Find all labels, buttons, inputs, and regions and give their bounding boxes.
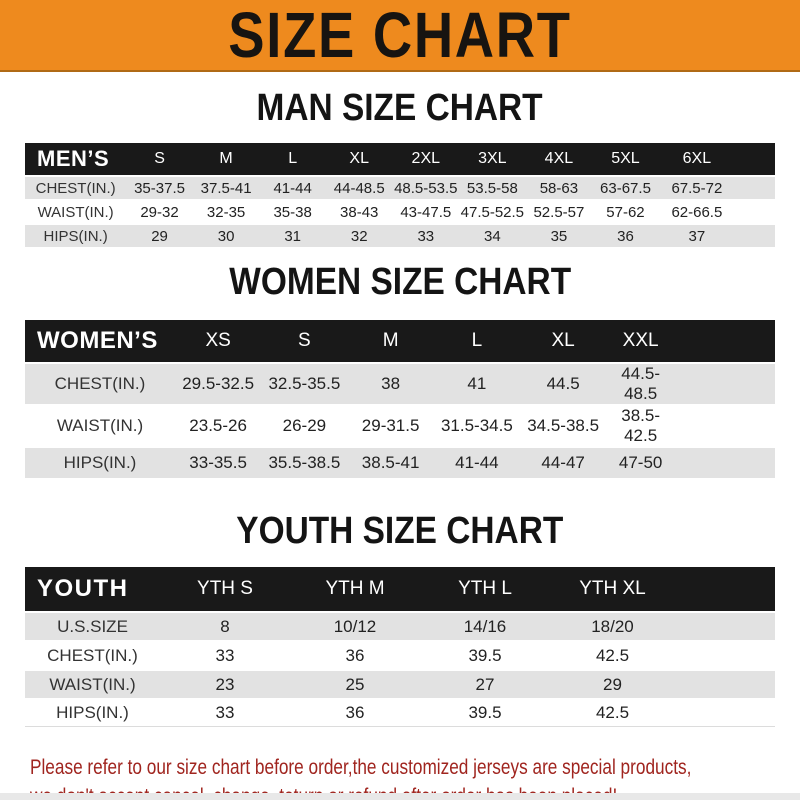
measurement-label: HIPS(IN.)	[25, 448, 175, 478]
size-column-header: XL	[326, 143, 393, 175]
size-column-header: S	[126, 143, 193, 175]
size-value-cell: 29	[126, 225, 193, 247]
size-value-cell: 35-38	[273, 203, 312, 221]
size-value-cell: 44.5-48.5	[606, 364, 775, 404]
size-value-cell: 39.5	[420, 700, 550, 727]
banner	[0, 0, 800, 72]
size-column-header: 3XL	[459, 143, 526, 175]
size-value-cell: 62-66.5	[671, 203, 723, 221]
table-header-row	[25, 320, 775, 362]
measurement-row	[25, 700, 775, 727]
size-value-cell: 36	[290, 700, 420, 727]
size-column-header: L	[434, 320, 520, 362]
table-group-label: MEN’S	[25, 143, 126, 175]
size-column-header: YTH XL	[550, 567, 775, 611]
measurement-label: WAIST(IN.)	[37, 203, 114, 221]
size-value-cell: 63-67.5	[592, 177, 659, 199]
size-value-cell: 47.5-52.5	[460, 203, 525, 221]
size-value-cell: 47-50	[606, 448, 775, 478]
size-value-cell: 38.5-42.5	[621, 406, 660, 445]
size-value-cell: 44.5	[520, 364, 606, 404]
measurement-row	[25, 671, 775, 698]
size-column-header: 5XL	[592, 143, 659, 175]
size-value-cell: 36	[345, 645, 365, 665]
size-value-cell: 44-47	[520, 448, 606, 478]
measurement-label: CHEST(IN.)	[25, 177, 126, 199]
measurement-label: CHEST(IN.)	[47, 645, 138, 665]
footer-strip	[0, 793, 800, 800]
size-value-cell: 41-44	[434, 448, 520, 478]
size-value-cell: 33	[215, 645, 235, 665]
size-value-cell: 35.5-38.5	[261, 448, 347, 478]
size-value-cell: 38	[348, 364, 434, 404]
size-value-cell: 53.5-58	[459, 177, 526, 199]
measurement-row	[25, 406, 775, 446]
measurement-label: WAIST(IN.)	[25, 671, 160, 698]
man-section-heading	[0, 89, 800, 127]
size-value-cell: 52.5-57	[533, 203, 585, 221]
size-value-cell: 48.5-53.5	[393, 177, 460, 199]
size-column-header: XXL	[606, 320, 775, 362]
youth-section-heading	[0, 512, 800, 550]
banner-title: SIZE CHART	[228, 0, 572, 71]
size-value-cell: 33	[160, 700, 290, 727]
table-header-row	[25, 143, 775, 175]
size-value-cell: 25	[290, 671, 420, 698]
size-value-cell: 67.5-72	[659, 177, 775, 199]
size-value-cell: 31	[259, 225, 326, 247]
size-value-cell: 29-31.5	[361, 416, 420, 435]
size-column-header: L	[259, 143, 326, 175]
youth-size-table	[25, 565, 775, 729]
size-column-header: YTH S	[160, 567, 290, 611]
measurement-row	[25, 642, 775, 669]
measurement-row	[25, 225, 775, 247]
youth-heading-text: YOUTH SIZE CHART	[236, 510, 564, 552]
women-size-table	[25, 318, 775, 480]
size-column-header: 2XL	[393, 143, 460, 175]
measurement-row	[25, 201, 775, 223]
size-value-cell: 37	[659, 225, 775, 247]
size-column-header: 4XL	[526, 143, 593, 175]
size-value-cell: 41	[434, 364, 520, 404]
size-column-header: YTH L	[420, 567, 550, 611]
size-value-cell: 18/20	[550, 613, 775, 640]
size-column-header: XL	[520, 320, 606, 362]
size-value-cell: 42.5	[550, 700, 775, 727]
measurement-label: U.S.SIZE	[25, 613, 160, 640]
size-value-cell: 29	[550, 671, 775, 698]
measurement-label: CHEST(IN.)	[25, 364, 175, 404]
disclaimer-line-1: Please refer to our size chart before order,the customized jerseys are special products,	[30, 756, 692, 779]
measurement-row	[25, 448, 775, 478]
measurement-label: HIPS(IN.)	[25, 700, 160, 727]
size-value-cell: 29.5-32.5	[175, 364, 261, 404]
size-value-cell: 57-62	[606, 203, 645, 221]
size-column-header: YTH M	[290, 567, 420, 611]
measurement-label: WAIST(IN.)	[56, 416, 144, 435]
table-group-label: WOMEN’S	[25, 320, 175, 362]
man-heading-text: MAN SIZE CHART	[256, 87, 544, 129]
measurement-row	[25, 177, 775, 199]
size-value-cell: 37.5-41	[193, 177, 260, 199]
size-value-cell: 41-44	[259, 177, 326, 199]
size-value-cell: 35	[526, 225, 593, 247]
size-value-cell: 34.5-38.5	[527, 416, 600, 435]
women-heading-text: WOMEN SIZE CHART	[229, 261, 571, 303]
size-value-cell: 36	[592, 225, 659, 247]
size-value-cell: 33	[393, 225, 460, 247]
size-value-cell: 26-29	[282, 416, 327, 435]
table-header-row	[25, 567, 775, 611]
size-value-cell: 10/12	[290, 613, 420, 640]
size-column-header: XS	[175, 320, 261, 362]
size-value-cell: 44-48.5	[326, 177, 393, 199]
size-value-cell: 38-43	[340, 203, 379, 221]
size-value-cell: 42.5	[595, 645, 630, 665]
size-column-header: M	[348, 320, 434, 362]
size-value-cell: 30	[193, 225, 260, 247]
size-value-cell: 29-32	[140, 203, 179, 221]
size-column-header: S	[261, 320, 347, 362]
table-group-label: YOUTH	[25, 567, 160, 611]
size-value-cell: 23.5-26	[189, 416, 247, 435]
size-value-cell: 35-37.5	[126, 177, 193, 199]
size-value-cell: 14/16	[420, 613, 550, 640]
size-value-cell: 31.5-34.5	[440, 416, 513, 435]
size-value-cell: 32	[326, 225, 393, 247]
men-size-table	[25, 141, 775, 249]
size-column-header: 6XL	[659, 143, 775, 175]
size-value-cell: 33-35.5	[175, 448, 261, 478]
measurement-label: HIPS(IN.)	[25, 225, 126, 247]
size-value-cell: 32.5-35.5	[261, 364, 347, 404]
size-value-cell: 43-47.5	[400, 203, 452, 221]
size-value-cell: 58-63	[526, 177, 593, 199]
size-column-header: M	[193, 143, 260, 175]
size-value-cell: 39.5	[468, 645, 502, 665]
measurement-row	[25, 613, 775, 640]
size-value-cell: 34	[459, 225, 526, 247]
size-value-cell: 32-35	[206, 203, 246, 221]
size-value-cell: 27	[420, 671, 550, 698]
size-value-cell: 23	[160, 671, 290, 698]
size-value-cell: 38.5-41	[348, 448, 434, 478]
size-value-cell: 8	[160, 613, 290, 640]
measurement-row	[25, 364, 775, 404]
women-section-heading	[0, 263, 800, 301]
